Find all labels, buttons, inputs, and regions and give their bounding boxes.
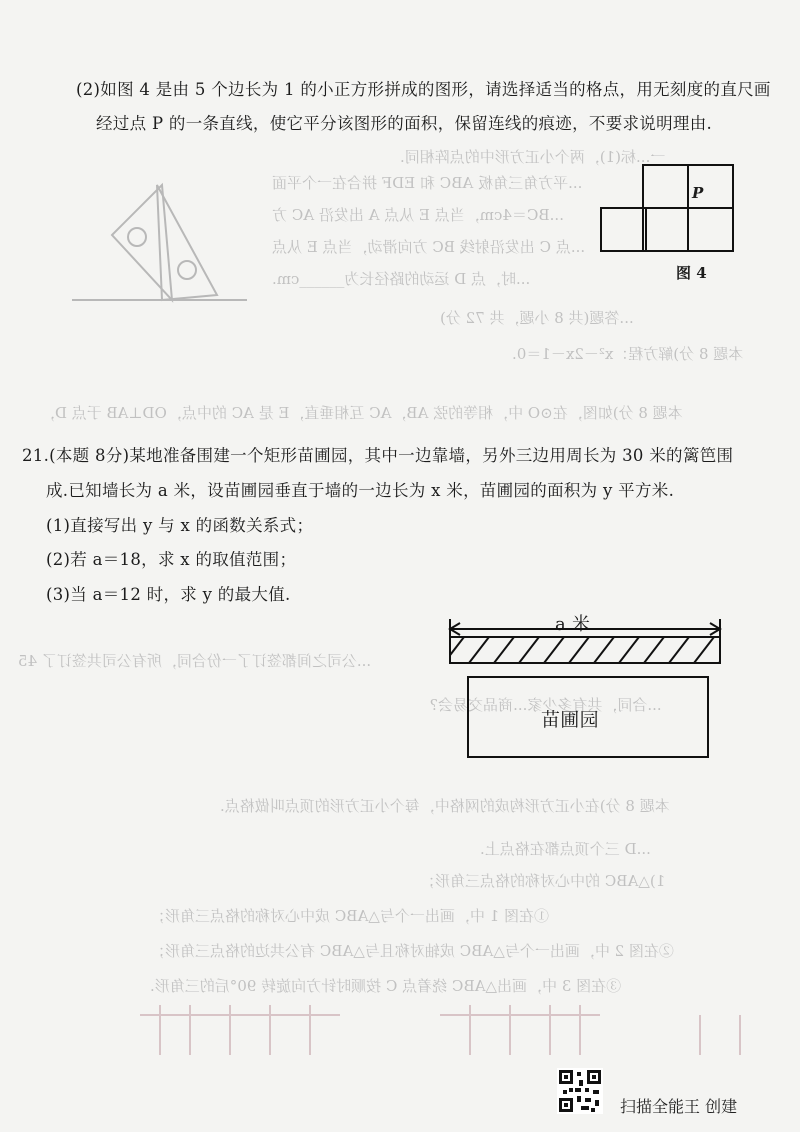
question-2-line-1: (2)如图 4 是由 5 个边长为 1 的小正方形拼成的图形，请选择适当的格点，用无刻度的直尺画 <box>76 80 771 99</box>
bleed-text: 本题 8 分)在小正方形构成的网格中，每个小正方形的顶点叫做格点. <box>220 797 670 815</box>
question-21-sub-2: (2)若 a＝18，求 x 的取值范围； <box>46 550 297 569</box>
bleed-text: 本题 8 分)如图，在⊙O 中，相等的弦 AB，AC 互相垂直，E 是 AC 的中点，OD⊥AB 于点 D， <box>40 404 683 422</box>
bleed-text: ...平方角三角板 ABC 和 EDF 拼合在一个平面 <box>272 174 583 192</box>
figure-4-grid <box>598 162 748 254</box>
question-21-sub-3: (3)当 a＝12 时，求 y 的最大值. <box>46 585 291 604</box>
garden-diagram <box>444 615 734 775</box>
scanner-watermark-text: 扫描全能王 创建 <box>620 1097 738 1116</box>
bleed-text: ...合同，共有多少家...商品交易会? <box>430 696 662 714</box>
bleed-text: 1)△ABC 的中心对称的格点三角形； <box>420 872 666 890</box>
bleed-triangle-figure <box>72 175 272 315</box>
bleed-grid <box>140 995 800 1065</box>
bleed-text: ...公司之间都签订了一份合同，所有公司共签订了 45 <box>18 652 372 670</box>
bleed-text: ...时，点 D 运动的路径长为______cm. <box>272 270 531 288</box>
bleed-text: ①在图 1 中，画出一个与△ABC 成中心对称的格点三角形； <box>150 907 549 925</box>
question-21-line-2: 成.已知墙长为 a 米，设苗圃园垂直于墙的一边长为 x 米，苗圃园的面积为 y 平方米. <box>46 481 675 500</box>
figure-4-caption: 图 4 <box>676 264 707 282</box>
garden-label: 苗圃园 <box>541 709 599 731</box>
bleed-text: ②在图 2 中，画出一个与△ABC 成轴对称且与△ABC 有公共边的格点三角形； <box>150 942 674 960</box>
bleed-text: 一...标(1)，两个小正方形中的点阵相同. <box>400 148 666 166</box>
point-p-label: P <box>692 184 704 202</box>
bleed-text: ...点 C 出发沿射线 BC 方向滑动，当点 E 从点 <box>272 238 586 256</box>
bleed-text: ③在图 3 中，画出△ABC 绕着点 C 按顺时针方向旋转 90°后的三角形. <box>150 977 622 995</box>
question-21-line-1: 21.(本题 8分)某地准备围建一个矩形苗圃园，其中一边靠墙，另外三边用周长为 30 米的篱笆围 <box>22 446 734 465</box>
question-21-sub-1: (1)直接写出 y 与 x 的函数关系式； <box>46 516 314 535</box>
wall-length-label: a 米 <box>555 614 591 635</box>
bleed-text: ...D 三个顶点都在格点上. <box>480 840 651 858</box>
question-2-line-2: 经过点 P 的一条直线，使它平分该图形的面积，保留连线的痕迹，不要求说明理由. <box>96 114 713 133</box>
bleed-text: ...答题(共 8 小题，共 72 分) <box>440 309 634 327</box>
bleed-text: 本题 8 分)解方程：x²－2x－1＝0. <box>512 345 744 363</box>
bleed-text: ...BC＝4cm，当点 E 从点 A 出发沿 AC 方 <box>272 206 564 224</box>
qr-code-icon <box>557 1068 603 1114</box>
